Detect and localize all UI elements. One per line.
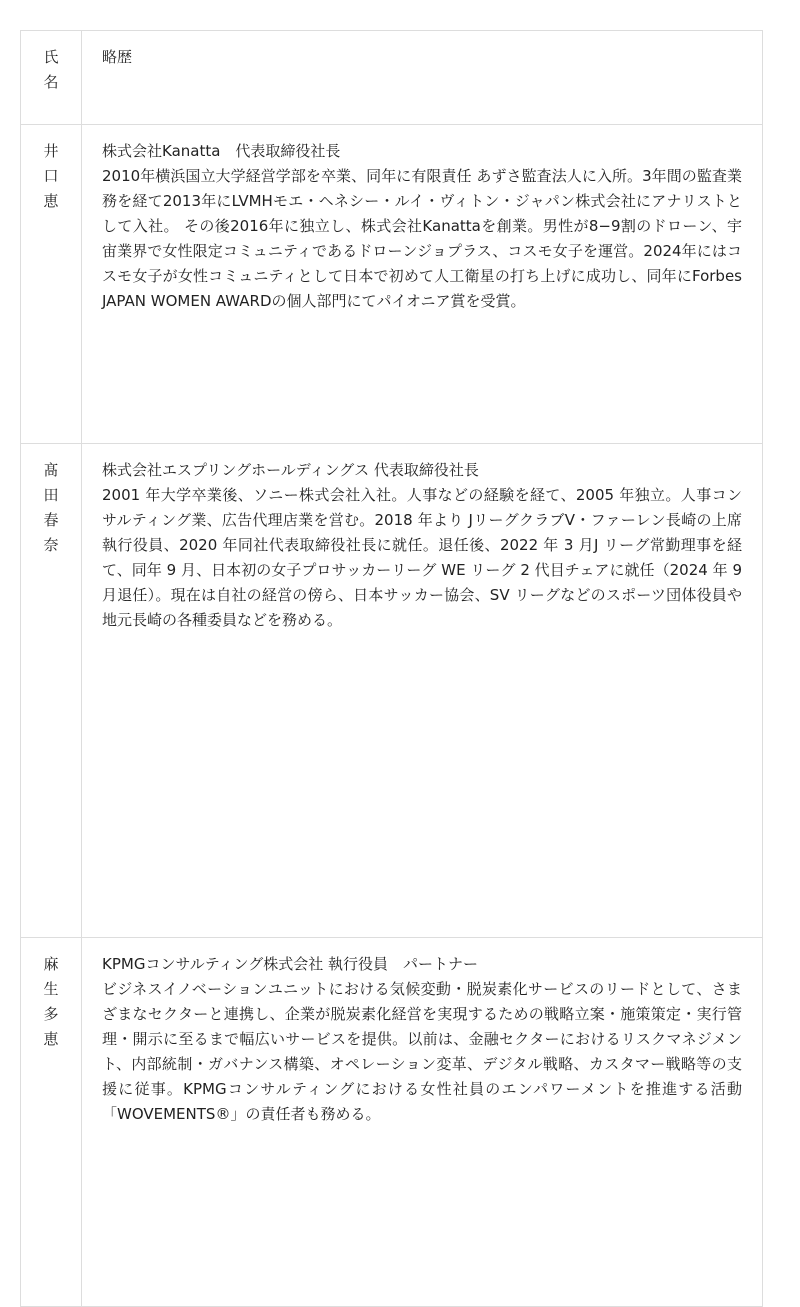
table-row (21, 125, 763, 444)
header-bio-cell: 略歴 (82, 31, 763, 125)
header-name-cell: 氏 名 (21, 31, 82, 125)
person-bio (82, 125, 763, 444)
table-row (21, 938, 763, 1307)
person-name: 麻 生 多 恵 (21, 938, 82, 1307)
bio-title: 株式会社Kanatta 代表取締役社長 (102, 142, 341, 160)
bio-title: 株式会社エスプリングホールディングス 代表取締役社長 (102, 461, 479, 479)
bio-text: 2010年横浜国立大学経営学部を卒業、同年に有限責任 あずさ監査法人に入所。3年間の監査業務を経て2013年にLVMHモエ・ヘネシー・ルイ・ヴィトン・ジャパン株式会社にアナリストとして入社。 その後2016年に独立し、株式会社Kanattaを創業。男性が8−9割のドローン、宇宙業界で女性限定コミュニティであるドローンジョプラス、コスモ女子を運営。2024年にはコスモ女子が女性コミュニティとして日本で初めて人工衛星の打ち上げに成功し、同年にForbes JAPAN WOMEN AWARDの個人部門にてパイオニア賞を受賞。 (102, 167, 742, 310)
table-header-row (21, 31, 763, 125)
biography-table (20, 30, 763, 1307)
table-row (21, 444, 763, 938)
person-name: 髙 田 春 奈 (21, 444, 82, 938)
bio-title: KPMGコンサルティング株式会社 執行役員 パートナー (102, 955, 478, 973)
bio-text: ビジネスイノベーションユニットにおける気候変動・脱炭素化サービスのリードとして、さまざまなセクターと連携し、企業が脱炭素化経営を実現するための戦略立案・施策策定・実行管理・開示に至るまで幅広いサービスを提供。以前は、金融セクターにおけるリスクマネジメント、内部統制・ガバナンス構築、オペレーション変革、デジタル戦略、カスタマー戦略等の支援に従事。KPMGコンサルティングにおける女性社員のエンパワーメントを推進する活動「WOVEMENTS®」の責任者も務める。 (102, 980, 742, 1123)
person-name: 井 口 恵 (21, 125, 82, 444)
person-bio (82, 938, 763, 1307)
bio-text: 2001 年大学卒業後、ソニー株式会社入社。人事などの経験を経て、2005 年独立。人事コンサルティング業、広告代理店業を営む。2018 年より JリーグクラブV・ファーレン長崎の上席執行役員、2020 年同社代表取締役社長に就任。退任後、2022 年 3 月J リーグ常勤理事を経て、同年 9 月、日本初の女子プロサッカーリーグ WE リーグ 2 代目チェアに就任（2024 年 9 月退任）。現在は自社の経営の傍ら、日本サッカー協会、SV リーグなどのスポーツ団体役員や地元長崎の各種委員などを務める。 (102, 486, 742, 629)
person-bio (82, 444, 763, 938)
